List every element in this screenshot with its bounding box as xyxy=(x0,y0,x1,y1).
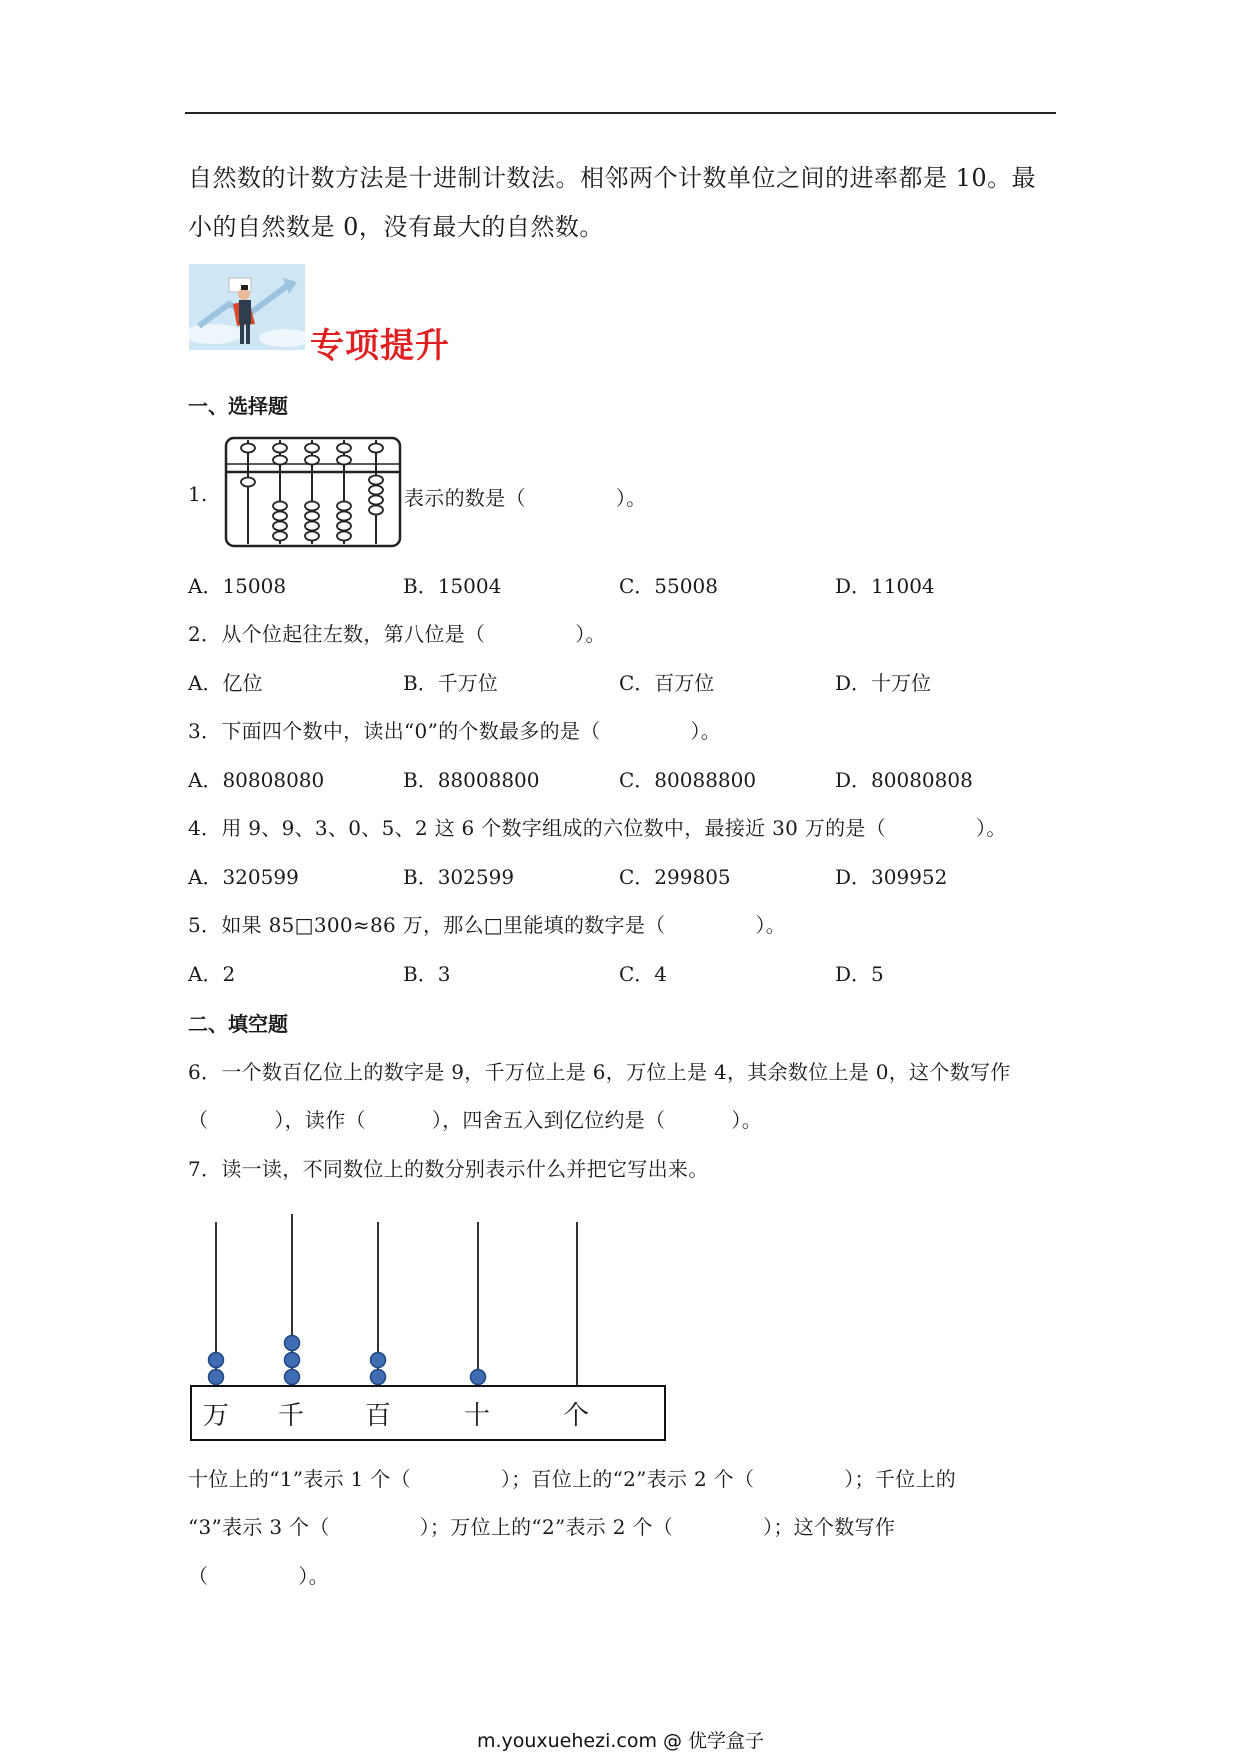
q5-option-a[interactable]: A．2 xyxy=(188,962,236,986)
counting-bead xyxy=(209,1353,224,1368)
place-label-qian: 千 xyxy=(278,1401,305,1431)
section-fill-title: 二、填空题 xyxy=(188,1012,288,1036)
header-rule xyxy=(185,112,1056,114)
q4-option-b[interactable]: B．302599 xyxy=(403,865,515,889)
badge-title: 专项提升 xyxy=(310,326,450,366)
abacus-lower-bead xyxy=(369,496,383,505)
q2-option-b[interactable]: B．千万位 xyxy=(403,671,498,695)
abacus-lower-bead xyxy=(337,512,351,521)
q1-close: ）。 xyxy=(615,486,647,510)
q2-option-d[interactable]: D．十万位 xyxy=(835,671,932,695)
q1-option-d[interactable]: D．11004 xyxy=(835,574,935,598)
q6-paren-1: （ xyxy=(188,1108,209,1132)
q5-option-c[interactable]: C．4 xyxy=(619,962,668,986)
place-label-ge: 个 xyxy=(563,1401,590,1431)
abacus-upper-bead xyxy=(273,444,287,453)
q2-close: ）。 xyxy=(575,622,606,646)
abacus-upper-bead xyxy=(305,456,319,465)
q4-option-a[interactable]: A．320599 xyxy=(188,865,299,889)
q1-number: 1. xyxy=(188,482,208,506)
counting-frame xyxy=(190,1210,610,1390)
abacus-lower-bead xyxy=(337,532,351,541)
q5-option-b[interactable]: B．3 xyxy=(403,962,451,986)
place-label-bai: 百 xyxy=(365,1401,392,1431)
abacus-image xyxy=(224,436,402,548)
abacus-lower-bead xyxy=(305,502,319,511)
q3-text: 3．下面四个数中，读出“0”的个数最多的是（ xyxy=(188,719,601,743)
abacus-upper-bead xyxy=(241,444,255,453)
abacus-lower-bead xyxy=(273,522,287,531)
abacus-lower-bead xyxy=(369,486,383,495)
q2-option-a[interactable]: A．亿位 xyxy=(188,671,263,695)
abacus-lower-bead xyxy=(273,512,287,521)
q4-option-d[interactable]: D．309952 xyxy=(835,865,948,889)
abacus-lower-bead xyxy=(337,522,351,531)
abacus-lower-bead xyxy=(337,502,351,511)
q7-c-text: ）；千位上的 xyxy=(844,1467,957,1491)
q5-option-d[interactable]: D．5 xyxy=(835,962,884,986)
abacus-upper-bead xyxy=(337,444,351,453)
q6-read-label: ），读作（ xyxy=(274,1108,366,1132)
q7-text: 7．读一读，不同数位上的数分别表示什么并把它写出来。 xyxy=(188,1157,709,1181)
abacus-lower-bead xyxy=(369,506,383,515)
q3-option-c[interactable]: C．80088800 xyxy=(619,768,757,792)
q3-option-b[interactable]: B．88008800 xyxy=(403,768,540,792)
q7-b-text: ）；百位上的“2”表示 2 个（ xyxy=(500,1467,755,1491)
q6-line-1: 6．一个数百亿位上的数字是 9，千万位上是 6，万位上是 4，其余数位上是 0，这个数写作 xyxy=(188,1060,1011,1084)
q5-close: ）。 xyxy=(755,913,787,937)
q4-close: ）。 xyxy=(976,816,1007,840)
section-choice-title: 一、选择题 xyxy=(188,394,288,418)
q6-close: ）。 xyxy=(731,1108,763,1132)
place-value-box xyxy=(190,1385,666,1441)
abacus-upper-bead xyxy=(369,444,383,453)
abacus-lower-bead xyxy=(305,532,319,541)
q7-d-text: “3”表示 3 个（ xyxy=(188,1515,330,1539)
q1-text: 表示的数是（ xyxy=(404,486,526,510)
counting-bead xyxy=(285,1370,300,1385)
counting-bead xyxy=(285,1353,300,1368)
intro-line-2: 小的自然数是 0，没有最大的自然数。 xyxy=(188,213,604,241)
q3-close: ）。 xyxy=(690,719,722,743)
q2-option-c[interactable]: C．百万位 xyxy=(619,671,715,695)
abacus-lower-bead xyxy=(273,532,287,541)
abacus-lower-bead xyxy=(305,522,319,531)
place-label-wan: 万 xyxy=(203,1401,230,1431)
abacus-lower-bead xyxy=(273,502,287,511)
q7-e-text: ）；万位上的“2”表示 2 个（ xyxy=(419,1515,674,1539)
counting-bead xyxy=(371,1353,386,1368)
q7-a-text: 十位上的“1”表示 1 个（ xyxy=(188,1467,411,1491)
q1-option-c[interactable]: C．55008 xyxy=(619,574,718,598)
place-label-shi: 十 xyxy=(464,1401,491,1431)
counting-bead xyxy=(285,1336,300,1351)
abacus-lower-bead xyxy=(305,512,319,521)
counting-bead xyxy=(371,1370,386,1385)
counting-bead xyxy=(471,1370,486,1385)
q6-round-label: ），四舍五入到亿位约是（ xyxy=(431,1108,666,1132)
footer-watermark: m.youxuehezi.com @ 优学盒子 xyxy=(476,1730,765,1752)
badge-illustration xyxy=(189,264,305,350)
counting-bead xyxy=(209,1370,224,1385)
q2-text: 2．从个位起往左数，第八位是（ xyxy=(188,622,486,646)
q1-option-b[interactable]: B．15004 xyxy=(403,574,502,598)
q1-option-a[interactable]: A．15008 xyxy=(188,574,287,598)
intro-line-1: 自然数的计数方法是十进制计数法。相邻两个计数单位之间的进率都是 10。最 xyxy=(188,164,1037,192)
abacus-upper-bead xyxy=(273,456,287,465)
q7-paren-close: ）。 xyxy=(298,1564,329,1588)
q4-text: 4．用 9、9、3、0、5、2 这 6 个数字组成的六位数中，最接近 30 万的是（ xyxy=(188,816,886,840)
q5-text: 5．如果 85□300≈86 万，那么□里能填的数字是（ xyxy=(188,913,666,937)
q3-option-a[interactable]: A．80808080 xyxy=(188,768,325,792)
q3-option-d[interactable]: D．80080808 xyxy=(835,768,973,792)
abacus-lower-bead xyxy=(241,478,255,487)
abacus-lower-bead xyxy=(369,476,383,485)
q4-option-c[interactable]: C．299805 xyxy=(619,865,731,889)
abacus-upper-bead xyxy=(305,444,319,453)
q7-paren-open: （ xyxy=(188,1564,209,1588)
abacus-upper-bead xyxy=(337,456,351,465)
q7-f-text: ）；这个数写作 xyxy=(763,1515,896,1539)
